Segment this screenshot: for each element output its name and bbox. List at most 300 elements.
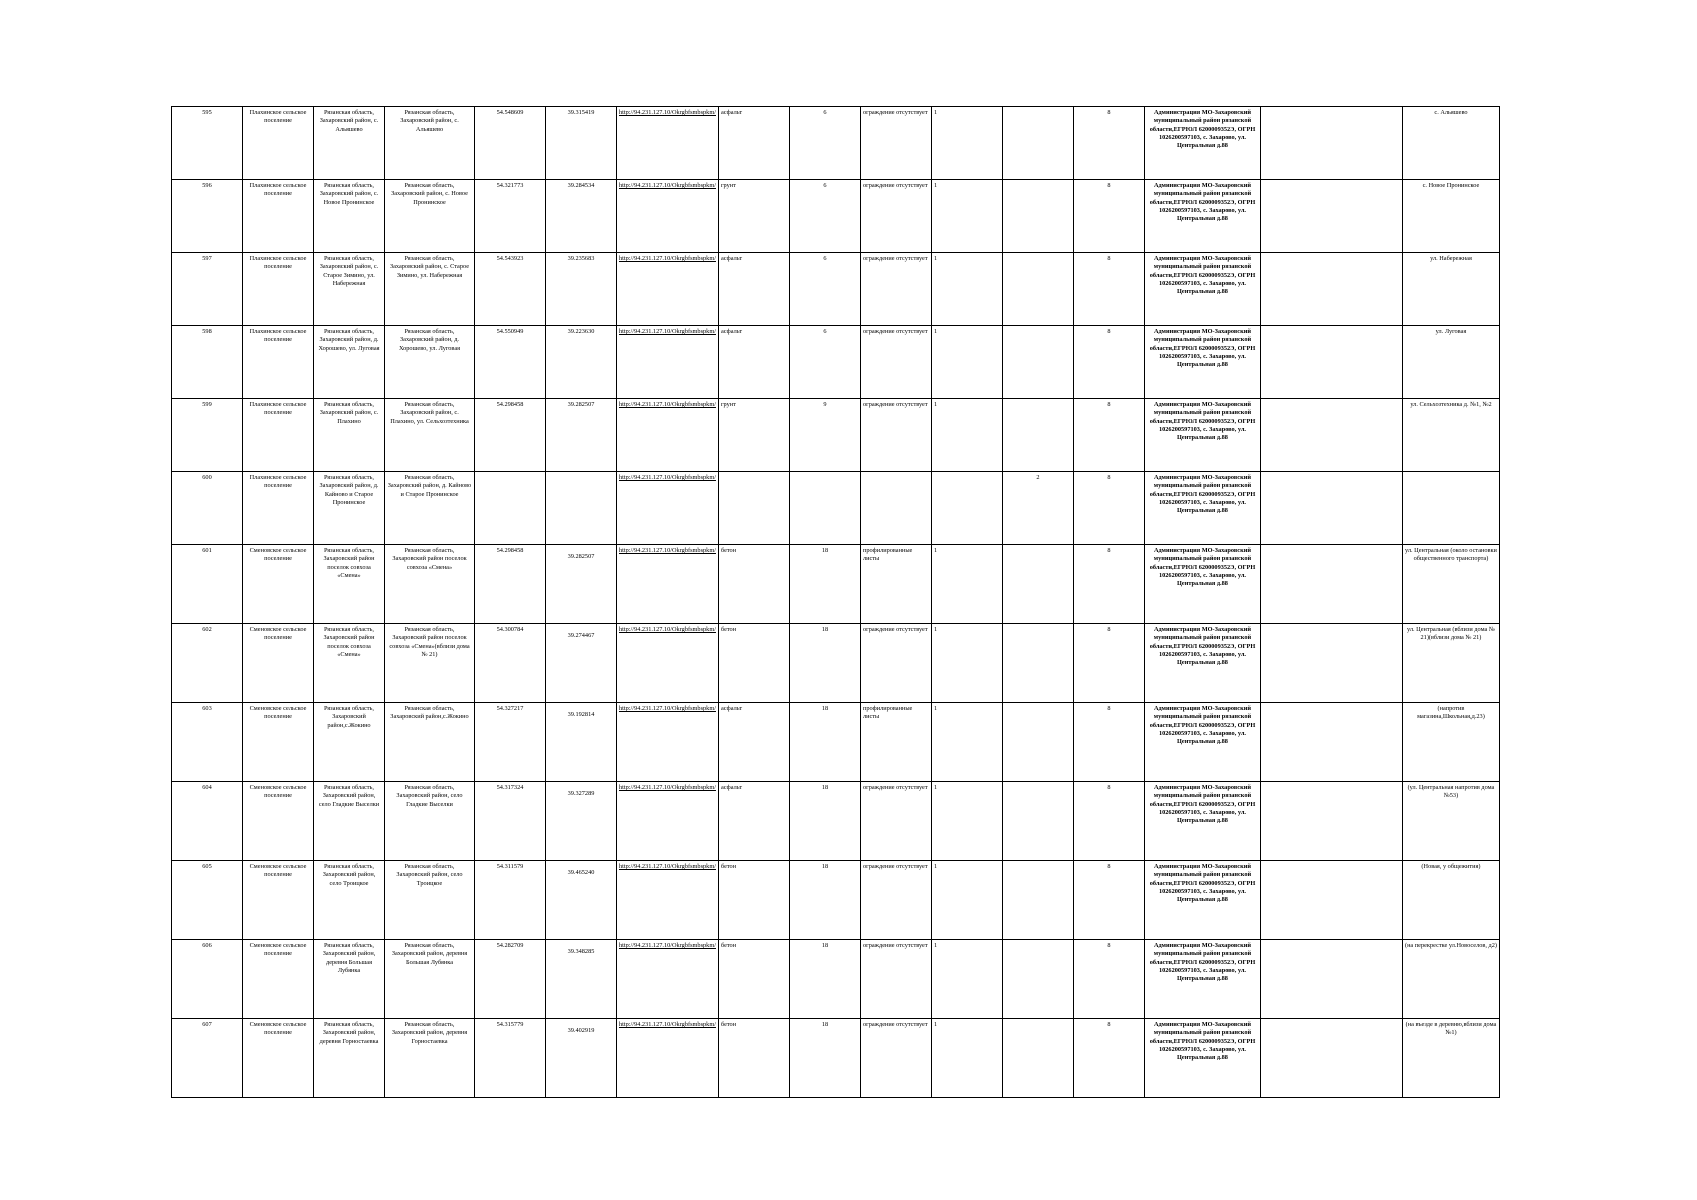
row-number-cell xyxy=(172,782,243,861)
row-number-text: 602 xyxy=(202,626,212,633)
settlement-cell xyxy=(243,703,314,782)
settlement-cell xyxy=(243,940,314,1019)
surface-text: асфальт xyxy=(720,109,743,116)
address-text: Рязанская область, Захаровский район, с. Плахино, ул. Сельхозтехника xyxy=(390,401,469,425)
source-cell xyxy=(1402,703,1499,782)
source-cell xyxy=(1402,861,1499,940)
url-link[interactable]: http://94.231.127.10/Okrgbfsmbspkm/ xyxy=(619,942,716,949)
fence-cell xyxy=(860,624,931,703)
owner-cell xyxy=(1144,399,1260,472)
address-text: Рязанская область, Захаровский район, с. Старое Зимино, ул. Набережная xyxy=(389,255,470,279)
container-count-text: 1 xyxy=(933,1021,938,1028)
url-link-cell[interactable] xyxy=(617,545,719,624)
row-number-cell xyxy=(172,624,243,703)
row-number-text: 595 xyxy=(202,109,212,116)
empty-cell xyxy=(1260,861,1402,940)
longitude-cell xyxy=(546,940,617,1019)
fence-cell xyxy=(860,399,931,472)
source-text: ул. Сельхозтехника д. №1, №2 xyxy=(1410,401,1492,408)
fence-cell xyxy=(860,326,931,399)
fence-cell xyxy=(860,472,931,545)
planned-count-cell xyxy=(1002,472,1073,545)
empty-cell xyxy=(1260,1019,1402,1098)
surface-cell xyxy=(718,1019,789,1098)
source-cell xyxy=(1402,472,1499,545)
area-cell xyxy=(789,940,860,1019)
location-cell xyxy=(314,107,385,180)
fence-text: ограждение отсутствует xyxy=(862,109,928,116)
latitude-text: 54.311579 xyxy=(496,863,524,870)
source-text: (ул. Центральная напротив дома №53) xyxy=(1407,784,1495,800)
row-number-cell xyxy=(172,703,243,782)
location-text: Рязанская область, Захаровский район, деревня Большая Лубянка xyxy=(322,942,376,975)
latitude-cell xyxy=(475,326,546,399)
settlement-text: Плахинское сельское поселение xyxy=(249,328,307,344)
source-text: с. Альяшево xyxy=(1434,109,1468,116)
address-cell xyxy=(385,703,475,782)
longitude-cell xyxy=(546,861,617,940)
area-text: 18 xyxy=(821,705,829,712)
fence-text: профилированные листы xyxy=(862,705,913,721)
owner-cell xyxy=(1144,326,1260,399)
longitude-text: 39.315419 xyxy=(567,109,595,116)
longitude-text: 39.192814 xyxy=(567,711,595,718)
url-link-cell[interactable] xyxy=(617,703,719,782)
longitude-cell xyxy=(546,253,617,326)
container-count-cell xyxy=(931,399,1002,472)
url-link[interactable]: http://94.231.127.10/Okrgbfsmbspkm/ xyxy=(619,705,716,712)
table-row xyxy=(172,782,1500,861)
container-count-text: 1 xyxy=(933,942,938,949)
latitude-cell xyxy=(475,399,546,472)
owner-text: Администрация МО-Захаровский муниципальный район рязанской области,ЕГРЮЛ 6200009352Э, ОГРН 1026200597103, с. Захарово, ул. Центральная д.88 xyxy=(1149,255,1256,296)
table-row xyxy=(172,940,1500,1019)
row-number-text: 598 xyxy=(202,328,212,335)
area-text: 18 xyxy=(821,863,829,870)
area-cell xyxy=(789,861,860,940)
settlement-text: Сменовское сельское поселение xyxy=(249,784,307,800)
container-count-cell xyxy=(931,782,1002,861)
empty-cell xyxy=(1260,253,1402,326)
row-number-cell xyxy=(172,940,243,1019)
url-link[interactable]: http://94.231.127.10/Okrgbfsmbspkm/ xyxy=(619,1021,716,1028)
table-row xyxy=(172,180,1500,253)
fence-text: ограждение отсутствует xyxy=(862,863,928,870)
longitude-text: 39.282507 xyxy=(567,401,595,408)
address-cell xyxy=(385,107,475,180)
address-text: Рязанская область, Захаровский район поселок совхоза «Смена» xyxy=(392,547,467,571)
url-link[interactable]: http://94.231.127.10/Okrgbfsmbspkm/ xyxy=(619,109,716,116)
surface-text: асфальт xyxy=(720,705,743,712)
address-text: Рязанская область, Захаровский район, село Троицкое xyxy=(396,863,463,887)
row-number-text: 596 xyxy=(202,182,212,189)
area-text: 9 xyxy=(823,401,827,408)
fence-text: ограждение отсутствует xyxy=(862,784,928,791)
row-number-text: 605 xyxy=(202,863,212,870)
url-link[interactable]: http://94.231.127.10/Okrgbfsmbspkm/ xyxy=(619,863,716,870)
latitude-text: 54.327217 xyxy=(496,705,524,712)
area-cell xyxy=(789,472,860,545)
address-text: Рязанская область, Захаровский район, д. Кайново и Старое Пронинское xyxy=(387,474,472,498)
volume-text: 8 xyxy=(1107,942,1111,949)
location-text: Рязанская область, Захаровский район поселок совхоза «Смена» xyxy=(323,547,375,580)
latitude-text: 54.550949 xyxy=(496,328,524,335)
url-link-cell[interactable] xyxy=(617,472,719,545)
source-cell xyxy=(1402,180,1499,253)
container-count-text: 1 xyxy=(933,705,938,712)
row-number-text: 607 xyxy=(202,1021,212,1028)
latitude-text: 54.315779 xyxy=(496,1021,524,1028)
location-cell xyxy=(314,703,385,782)
latitude-cell xyxy=(475,1019,546,1098)
source-cell xyxy=(1402,399,1499,472)
url-link[interactable]: http://94.231.127.10/Okrgbfsmbspkm/ xyxy=(619,328,716,335)
url-link-cell[interactable] xyxy=(617,253,719,326)
location-text: Рязанская область, Захаровский район, с. Новое Пронинское xyxy=(319,182,379,206)
longitude-cell xyxy=(546,326,617,399)
url-link-cell[interactable] xyxy=(617,180,719,253)
area-cell xyxy=(789,703,860,782)
url-link[interactable]: http://94.231.127.10/Okrgbfsmbspkm/ xyxy=(619,547,716,554)
fence-text: ограждение отсутствует xyxy=(862,182,928,189)
area-cell xyxy=(789,253,860,326)
surface-text: бетон xyxy=(720,942,737,949)
address-cell xyxy=(385,472,475,545)
url-link[interactable]: http://94.231.127.10/Okrgbfsmbspkm/ xyxy=(619,182,716,189)
location-cell xyxy=(314,624,385,703)
latitude-cell xyxy=(475,180,546,253)
latitude-text: 54.321773 xyxy=(496,182,524,189)
empty-cell xyxy=(1260,472,1402,545)
container-count-cell xyxy=(931,472,1002,545)
container-count-text: 1 xyxy=(933,547,938,554)
owner-text: Администрация МО-Захаровский муниципальный район рязанской области,ЕГРЮЛ 6200009352Э, ОГРН 1026200597103, с. Захарово, ул. Центральная д.88 xyxy=(1149,109,1256,150)
empty-cell xyxy=(1260,180,1402,253)
settlement-cell xyxy=(243,107,314,180)
surface-cell xyxy=(718,399,789,472)
location-cell xyxy=(314,1019,385,1098)
address-text: Рязанская область, Захаровский район поселок совхоза «Смена»(вблизи дома № 21) xyxy=(389,626,470,659)
settlement-text: Сменовское сельское поселение xyxy=(249,1021,307,1037)
table-row xyxy=(172,703,1500,782)
fence-text: ограждение отсутствует xyxy=(862,942,928,949)
row-number-text: 597 xyxy=(202,255,212,262)
fence-cell xyxy=(860,180,931,253)
longitude-text: 39.282507 xyxy=(567,553,595,560)
location-text: Рязанская область, Захаровский район, с. Старое Зимино, ул. Набережная xyxy=(319,255,379,288)
planned-count-cell xyxy=(1002,107,1073,180)
settlement-text: Плахинское сельское поселение xyxy=(249,474,307,490)
row-number-cell xyxy=(172,107,243,180)
address-text: Рязанская область, Захаровский район, деревня Горностаевка xyxy=(391,1021,468,1045)
volume-cell xyxy=(1073,782,1144,861)
latitude-text: 54.282709 xyxy=(496,942,524,949)
latitude-text: 54.300784 xyxy=(496,626,524,633)
volume-text: 8 xyxy=(1107,1021,1111,1028)
settlement-cell xyxy=(243,782,314,861)
table-row xyxy=(172,624,1500,703)
longitude-cell xyxy=(546,782,617,861)
volume-text: 8 xyxy=(1107,547,1111,554)
registry-table xyxy=(171,106,1500,1098)
owner-cell xyxy=(1144,861,1260,940)
location-cell xyxy=(314,253,385,326)
row-number-text: 601 xyxy=(202,547,212,554)
volume-text: 8 xyxy=(1107,474,1111,481)
address-text: Рязанская область, Захаровский район, село Гладкие Выселки xyxy=(396,784,463,808)
location-cell xyxy=(314,782,385,861)
area-text: 6 xyxy=(823,328,827,335)
area-cell xyxy=(789,326,860,399)
url-link[interactable]: http://94.231.127.10/Okrgbfsmbspkm/ xyxy=(619,255,716,262)
latitude-cell xyxy=(475,940,546,1019)
location-text: Рязанская область, Захаровский район, с. Плахино xyxy=(319,401,379,425)
fence-cell xyxy=(860,940,931,1019)
owner-cell xyxy=(1144,703,1260,782)
fence-text: ограждение отсутствует xyxy=(862,401,928,408)
planned-count-cell xyxy=(1002,326,1073,399)
source-cell xyxy=(1402,253,1499,326)
settlement-text: Сменовское сельское поселение xyxy=(249,942,307,958)
table-row xyxy=(172,1019,1500,1098)
location-text: Рязанская область, Захаровский район, деревня Горностаевка xyxy=(319,1021,379,1045)
url-link-cell[interactable] xyxy=(617,107,719,180)
url-link-cell[interactable] xyxy=(617,326,719,399)
location-text: Рязанская область, Захаровский район поселок совхоза «Смена» xyxy=(323,626,375,659)
settlement-text: Плахинское сельское поселение xyxy=(249,109,307,125)
longitude-cell xyxy=(546,472,617,545)
area-cell xyxy=(789,180,860,253)
fence-cell xyxy=(860,861,931,940)
source-cell xyxy=(1402,1019,1499,1098)
container-count-text: 1 xyxy=(933,255,938,262)
planned-count-cell xyxy=(1002,782,1073,861)
longitude-text: 39.465240 xyxy=(567,869,595,876)
area-cell xyxy=(789,545,860,624)
surface-cell xyxy=(718,940,789,1019)
surface-text: бетон xyxy=(720,1021,737,1028)
row-number-cell xyxy=(172,861,243,940)
planned-count-cell xyxy=(1002,180,1073,253)
volume-text: 8 xyxy=(1107,784,1111,791)
latitude-cell xyxy=(475,624,546,703)
location-cell xyxy=(314,545,385,624)
planned-count-cell xyxy=(1002,545,1073,624)
source-text: (на въезде в деревню,вблизи дома №1) xyxy=(1405,1021,1497,1037)
volume-text: 8 xyxy=(1107,255,1111,262)
row-number-cell xyxy=(172,253,243,326)
row-number-cell xyxy=(172,545,243,624)
owner-text: Администрация МО-Захаровский муниципальный район рязанской области,ЕГРЮЛ 6200009352Э, ОГРН 1026200597103, с. Захарово, ул. Центральная д.88 xyxy=(1149,626,1256,667)
planned-count-text: 2 xyxy=(1036,474,1040,481)
latitude-cell xyxy=(475,253,546,326)
longitude-cell xyxy=(546,703,617,782)
row-number-text: 606 xyxy=(202,942,212,949)
empty-cell xyxy=(1260,703,1402,782)
container-count-text: 1 xyxy=(933,109,938,116)
longitude-text: 39.348285 xyxy=(567,948,595,955)
area-text: 18 xyxy=(821,942,829,949)
row-number-text: 600 xyxy=(202,474,212,481)
latitude-cell xyxy=(475,782,546,861)
volume-cell xyxy=(1073,545,1144,624)
row-number-text: 604 xyxy=(202,784,212,791)
container-count-cell xyxy=(931,940,1002,1019)
location-text: Рязанская область, Захаровский район, д. Кайново и Старое Пронинское xyxy=(319,474,379,507)
longitude-cell xyxy=(546,399,617,472)
planned-count-cell xyxy=(1002,861,1073,940)
empty-cell xyxy=(1260,107,1402,180)
source-text: ул. Набережная xyxy=(1430,255,1472,262)
address-text: Рязанская область, Захаровский район, с. Альяшево xyxy=(400,109,459,133)
row-number-cell xyxy=(172,472,243,545)
settlement-text: Плахинское сельское поселение xyxy=(249,182,307,198)
volume-cell xyxy=(1073,107,1144,180)
owner-cell xyxy=(1144,472,1260,545)
volume-text: 8 xyxy=(1107,705,1111,712)
settlement-cell xyxy=(243,253,314,326)
latitude-cell xyxy=(475,472,546,545)
owner-text: Администрация МО-Захаровский муниципальный район рязанской области,ЕГРЮЛ 6200009352Э, ОГРН 1026200597103, с. Захарово, ул. Центральная д.88 xyxy=(1149,942,1256,983)
url-link-cell[interactable] xyxy=(617,861,719,940)
surface-text: асфальт xyxy=(720,328,743,335)
owner-text: Администрация МО-Захаровский муниципальный район рязанской области,ЕГРЮЛ 6200009352Э, ОГРН 1026200597103, с. Захарово, ул. Центральная д.88 xyxy=(1149,705,1256,746)
address-cell xyxy=(385,861,475,940)
location-text: Рязанская область, Захаровский район, с. Альяшево xyxy=(319,109,379,133)
latitude-cell xyxy=(475,107,546,180)
surface-text: грунт xyxy=(720,401,736,408)
url-link-cell[interactable] xyxy=(617,1019,719,1098)
url-link[interactable]: http://94.231.127.10/Okrgbfsmbspkm/ xyxy=(619,626,716,633)
planned-count-cell xyxy=(1002,253,1073,326)
row-number-text: 603 xyxy=(202,705,212,712)
longitude-cell xyxy=(546,624,617,703)
location-text: Рязанская область, Захаровский район, д. Хорошево, ул. Луговая xyxy=(318,328,380,352)
settlement-cell xyxy=(243,399,314,472)
empty-cell xyxy=(1260,940,1402,1019)
url-link-cell[interactable] xyxy=(617,940,719,1019)
area-cell xyxy=(789,107,860,180)
owner-text: Администрация МО-Захаровский муниципальный район рязанской области,ЕГРЮЛ 6200009352Э, ОГРН 1026200597103, с. Захарово, ул. Центральная д.88 xyxy=(1149,474,1256,515)
empty-cell xyxy=(1260,545,1402,624)
url-link-cell[interactable] xyxy=(617,624,719,703)
area-text: 18 xyxy=(821,1021,829,1028)
volume-cell xyxy=(1073,180,1144,253)
owner-cell xyxy=(1144,545,1260,624)
url-link-cell[interactable] xyxy=(617,399,719,472)
source-text: (Новая, у общежития) xyxy=(1421,863,1481,870)
table-row xyxy=(172,861,1500,940)
volume-cell xyxy=(1073,1019,1144,1098)
volume-text: 8 xyxy=(1107,863,1111,870)
surface-text: асфальт xyxy=(720,255,743,262)
latitude-cell xyxy=(475,545,546,624)
address-text: Рязанская область, Захаровский район, с. Новое Пронинское xyxy=(391,182,468,206)
owner-cell xyxy=(1144,107,1260,180)
location-cell xyxy=(314,472,385,545)
location-text: Рязанская область, Захаровский район, село Гладкие Выселки xyxy=(318,784,380,808)
area-text: 18 xyxy=(821,784,829,791)
longitude-cell xyxy=(546,180,617,253)
volume-cell xyxy=(1073,399,1144,472)
fence-cell xyxy=(860,253,931,326)
container-count-text: 1 xyxy=(933,401,938,408)
url-link[interactable]: http://94.231.127.10/Okrgbfsmbspkm/ xyxy=(619,474,716,481)
volume-cell xyxy=(1073,472,1144,545)
container-count-cell xyxy=(931,253,1002,326)
fence-text: ограждение отсутствует xyxy=(862,328,928,335)
row-number-cell xyxy=(172,180,243,253)
location-cell xyxy=(314,399,385,472)
fence-cell xyxy=(860,703,931,782)
owner-text: Администрация МО-Захаровский муниципальный район рязанской области,ЕГРЮЛ 6200009352Э, ОГРН 1026200597103, с. Захарово, ул. Центральная д.88 xyxy=(1149,863,1256,904)
source-text: (на перекрестке ул.Новоселов, д2) xyxy=(1404,942,1497,949)
container-count-cell xyxy=(931,326,1002,399)
table-row xyxy=(172,545,1500,624)
surface-cell xyxy=(718,624,789,703)
volume-text: 8 xyxy=(1107,182,1111,189)
settlement-cell xyxy=(243,326,314,399)
settlement-text: Сменовское сельское поселение xyxy=(249,863,307,879)
location-cell xyxy=(314,940,385,1019)
longitude-cell xyxy=(546,107,617,180)
area-text: 18 xyxy=(821,626,829,633)
fence-cell xyxy=(860,1019,931,1098)
surface-cell xyxy=(718,180,789,253)
area-cell xyxy=(789,1019,860,1098)
url-link-cell[interactable] xyxy=(617,782,719,861)
url-link[interactable]: http://94.231.127.10/Okrgbfsmbspkm/ xyxy=(619,401,716,408)
settlement-cell xyxy=(243,624,314,703)
address-cell xyxy=(385,624,475,703)
owner-text: Администрация МО-Захаровский муниципальный район рязанской области,ЕГРЮЛ 6200009352Э, ОГРН 1026200597103, с. Захарово, ул. Центральная д.88 xyxy=(1149,182,1256,223)
latitude-cell xyxy=(475,703,546,782)
volume-cell xyxy=(1073,940,1144,1019)
container-count-cell xyxy=(931,107,1002,180)
source-text: (напротив магазина,Школьная,д.23) xyxy=(1417,705,1485,721)
surface-text: грунт xyxy=(720,182,736,189)
owner-cell xyxy=(1144,1019,1260,1098)
container-count-cell xyxy=(931,703,1002,782)
source-cell xyxy=(1402,782,1499,861)
address-cell xyxy=(385,326,475,399)
latitude-text: 54.298458 xyxy=(496,401,524,408)
container-count-cell xyxy=(931,861,1002,940)
longitude-cell xyxy=(546,1019,617,1098)
row-number-cell xyxy=(172,399,243,472)
source-cell xyxy=(1402,545,1499,624)
settlement-cell xyxy=(243,1019,314,1098)
area-text: 6 xyxy=(823,182,827,189)
owner-cell xyxy=(1144,940,1260,1019)
url-link[interactable]: http://94.231.127.10/Okrgbfsmbspkm/ xyxy=(619,784,716,791)
longitude-text: 39.274467 xyxy=(567,632,595,639)
latitude-text: 54.317324 xyxy=(496,784,524,791)
area-cell xyxy=(789,782,860,861)
volume-cell xyxy=(1073,861,1144,940)
surface-cell xyxy=(718,861,789,940)
surface-cell xyxy=(718,326,789,399)
surface-text: бетон xyxy=(720,626,737,633)
longitude-cell xyxy=(546,545,617,624)
latitude-cell xyxy=(475,861,546,940)
source-text: ул. Центральная (около остановки общественного транспорта) xyxy=(1405,547,1497,563)
location-cell xyxy=(314,180,385,253)
fence-cell xyxy=(860,107,931,180)
planned-count-cell xyxy=(1002,940,1073,1019)
address-cell xyxy=(385,253,475,326)
fence-text: ограждение отсутствует xyxy=(862,626,928,633)
